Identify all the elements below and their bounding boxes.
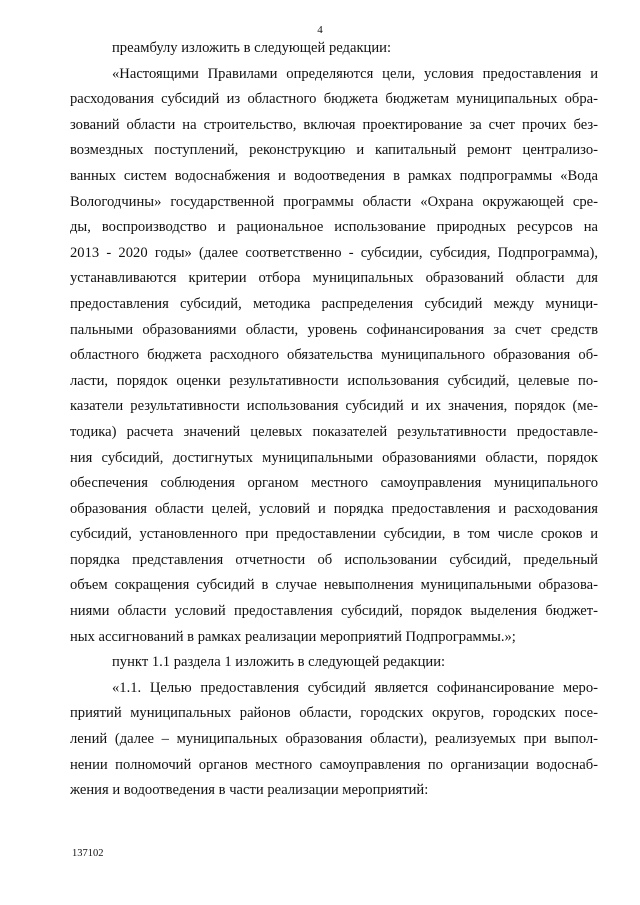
text-line: возмездных поступлений, реконструкцию и капитальный ремонт централизо- xyxy=(70,142,598,159)
text-line: тодика) расчета значений целевых показателей результативности предоставле- xyxy=(70,423,598,440)
text-line: ласти, порядок оценки результативности использования субсидий, целевые по- xyxy=(70,372,598,389)
text-line: расходования субсидий из областного бюджета бюджетам муниципальных обра- xyxy=(70,91,598,108)
text-line: жения и водоотведения в части реализации мероприятий: xyxy=(70,782,429,799)
text-line: «Настоящими Правилами определяются цели, условия предоставления и xyxy=(112,65,598,82)
text-line: нении полномочий органов местного самоуправления по организации водоснаб- xyxy=(70,756,598,773)
text-line: пальными образованиями области, уровень софинансирования за счет средств xyxy=(70,321,598,338)
text-line: предоставления субсидий, методика распределения субсидий между муници- xyxy=(70,295,598,312)
text-line: ниями области условий предоставления субсидий, порядок выделения бюджет- xyxy=(70,603,598,620)
text-line: устанавливаются критерии отбора муниципальных образований области для xyxy=(70,270,598,287)
text-line: приятий муниципальных районов области, городских округов, городских посе- xyxy=(70,705,598,722)
text-line: областного бюджета расходного обязательства муниципального образования об- xyxy=(70,347,598,364)
text-line: ных ассигнований в рамках реализации мероприятий Подпрограммы.»; xyxy=(70,628,516,645)
text-line: образования области целей, условий и порядка предоставления и расходования xyxy=(70,500,598,517)
text-line: объем сокращения субсидий в случае невыполнения муниципальными образова- xyxy=(70,577,598,594)
text-line: зований области на строительство, включая проектирование за счет прочих без- xyxy=(70,116,598,133)
text-line: обеспечения соблюдения органом местного самоуправления муниципального xyxy=(70,475,598,492)
text-line: ванных систем водоснабжения и водоотведения в рамках подпрограммы «Вода xyxy=(70,167,598,184)
text-line: казатели результативности использования субсидий и их значения, порядок (ме- xyxy=(70,398,598,415)
text-line: пункт 1.1 раздела 1 изложить в следующей редакции: xyxy=(112,654,446,671)
document-body xyxy=(70,36,598,804)
footer-code: 137102 xyxy=(72,848,104,859)
text-line: субсидий, установленного при предоставлении субсидии, в том числе сроков и xyxy=(70,526,598,543)
text-line: ды, воспроизводство и рациональное использование природных ресурсов на xyxy=(70,219,598,236)
page-number: 4 xyxy=(317,24,323,36)
text-line: Вологодчины» государственной программы области «Охрана окружающей сре- xyxy=(70,193,598,210)
text-line: 2013 - 2020 годы» (далее соответственно - субсидии, субсидия, Подпрограмма), xyxy=(70,244,598,261)
text-line: «1.1. Целью предоставления субсидий является софинансирование меро- xyxy=(112,679,598,696)
text-line: преамбулу изложить в следующей редакции: xyxy=(112,40,392,56)
text-line: лений (далее – муниципальных образования области), реализуемых при выпол- xyxy=(70,731,598,748)
text-line: ния субсидий, достигнутых муниципальными образованиями области, порядок xyxy=(70,449,598,466)
text-line: порядка представления отчетности об использовании субсидий, предельный xyxy=(70,551,598,568)
